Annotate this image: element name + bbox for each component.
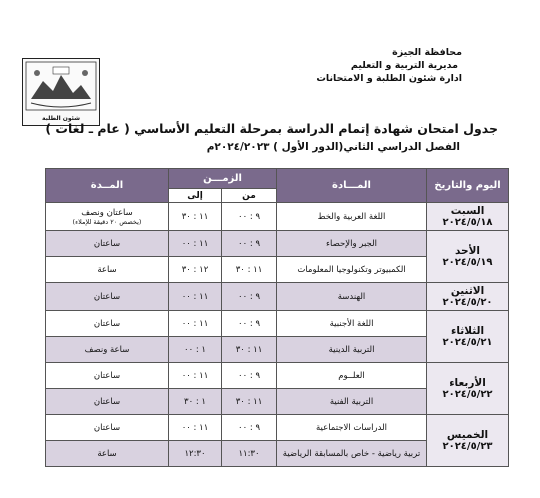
time-to-cell: ١ : ٠٠	[169, 337, 222, 363]
day-cell	[427, 203, 509, 231]
day-date: ٢٠٢٤/٥/٢٢	[442, 389, 493, 400]
day-name: السبت	[450, 205, 485, 217]
day-name: الأحد	[454, 245, 481, 257]
duration-text: ساعتان	[93, 238, 121, 249]
day-name: الاثنين	[450, 285, 485, 297]
duration-cell	[46, 389, 169, 415]
header-duration: المــدة	[46, 169, 169, 203]
time-from-cell: ١١ : ٣٠	[222, 389, 277, 415]
duration-note: (يخصص ٢٠ دقيقة للإملاء)	[72, 217, 142, 226]
duration-cell	[46, 363, 169, 389]
table-row	[46, 311, 509, 337]
duration-cell	[46, 257, 169, 283]
table-row	[46, 363, 509, 389]
day-cell	[427, 283, 509, 311]
time-from-cell: ٩ : ٠٠	[222, 415, 277, 441]
day-cell	[427, 415, 509, 467]
table-row	[46, 415, 509, 441]
day-date: ٢٠٢٤/٥/١٨	[442, 217, 493, 228]
time-from-cell: ١١ : ٣٠	[222, 337, 277, 363]
day-cell	[427, 311, 509, 363]
duration-text: ساعتان ونصف	[81, 207, 133, 218]
subject-cell: العلــوم	[277, 363, 427, 389]
duration-text: ساعتان	[93, 318, 121, 329]
day-date: ٢٠٢٤/٥/٢١	[442, 337, 493, 348]
table-row	[46, 203, 509, 231]
duration-cell	[46, 231, 169, 257]
time-to-cell: ١١ : ٠٠	[169, 311, 222, 337]
subject-cell: التربية الدينية	[277, 337, 427, 363]
day-cell	[427, 231, 509, 283]
page-subtitle: الفصل الدراسي الثاني(الدور الأول ) ٢٠٢٤/٢٠٢٣م	[206, 141, 460, 153]
subject-cell: الدراسات الاجتماعية	[277, 415, 427, 441]
header-block	[242, 46, 462, 85]
header-day-date: اليوم والتاريخ	[427, 169, 509, 203]
time-from-cell: ١١:٣٠	[222, 441, 277, 467]
header-from: من	[222, 189, 277, 203]
day-name: الثلاثاء	[450, 325, 485, 337]
day-date: ٢٠٢٤/٥/٢٣	[442, 441, 493, 452]
duration-text: ساعة	[97, 448, 117, 459]
subject-cell: التربية الفنية	[277, 389, 427, 415]
time-to-cell: ١٢:٣٠	[169, 441, 222, 467]
day-name: الخميس	[446, 429, 489, 441]
header-directorate: مديرية التربية و التعليم	[350, 60, 458, 71]
duration-cell	[46, 203, 169, 231]
subject-cell: الكمبيوتر وتكنولوجيا المعلومات	[277, 257, 427, 283]
duration-text: ساعتان	[93, 422, 121, 433]
header-subject: المـــادة	[277, 169, 427, 203]
table-row	[46, 231, 509, 257]
subject-cell: اللغة الأجنبية	[277, 311, 427, 337]
time-from-cell: ١١ : ٣٠	[222, 257, 277, 283]
duration-cell	[46, 441, 169, 467]
time-from-cell: ٩ : ٠٠	[222, 231, 277, 257]
time-to-cell: ١١ : ٠٠	[169, 415, 222, 441]
duration-text: ساعتان	[93, 291, 121, 302]
time-from-cell: ٩ : ٠٠	[222, 203, 277, 231]
duration-cell	[46, 337, 169, 363]
subject-cell: تربية رياضية - خاص بالمسابقة الرياضية	[277, 441, 427, 467]
duration-text: ساعة	[97, 264, 117, 275]
time-to-cell: ١ : ٣٠	[169, 389, 222, 415]
duration-cell	[46, 283, 169, 311]
time-to-cell: ١٢ : ٣٠	[169, 257, 222, 283]
header-time: الزمـــن	[169, 169, 277, 189]
page-title: جدول امتحان شهادة إتمام الدراسة بمرحلة التعليم الأساسي ( عام ـ لغات )	[45, 121, 498, 136]
day-date: ٢٠٢٤/٥/١٩	[442, 257, 493, 268]
exam-schedule-table	[45, 168, 509, 467]
time-to-cell: ١١ : ٣٠	[169, 203, 222, 231]
day-name: الأربعاء	[449, 377, 486, 389]
time-to-cell: ١١ : ٠٠	[169, 363, 222, 389]
subject-cell: الهندسة	[277, 283, 427, 311]
time-from-cell: ٩ : ٠٠	[222, 283, 277, 311]
table-row	[46, 283, 509, 311]
time-from-cell: ٩ : ٠٠	[222, 363, 277, 389]
duration-text: ساعتان	[93, 370, 121, 381]
header-to: إلى	[169, 189, 222, 203]
logo-caption: شئون الطلبة	[41, 115, 80, 122]
time-to-cell: ١١ : ٠٠	[169, 283, 222, 311]
time-to-cell: ١١ : ٠٠	[169, 231, 222, 257]
duration-text: ساعة ونصف	[84, 344, 130, 355]
header-administration: ادارة شئون الطلبة و الامتحانات	[316, 73, 462, 84]
subject-cell: الجبر والإحصاء	[277, 231, 427, 257]
time-from-cell: ٩ : ٠٠	[222, 311, 277, 337]
duration-cell	[46, 311, 169, 337]
governorate-logo	[22, 58, 100, 126]
duration-text: ساعتان	[93, 396, 121, 407]
duration-cell	[46, 415, 169, 441]
day-cell	[427, 363, 509, 415]
header-governorate: محافظة الجيزة	[392, 47, 462, 58]
day-date: ٢٠٢٤/٥/٢٠	[442, 297, 493, 308]
subject-cell: اللغة العربية والخط	[277, 203, 427, 231]
